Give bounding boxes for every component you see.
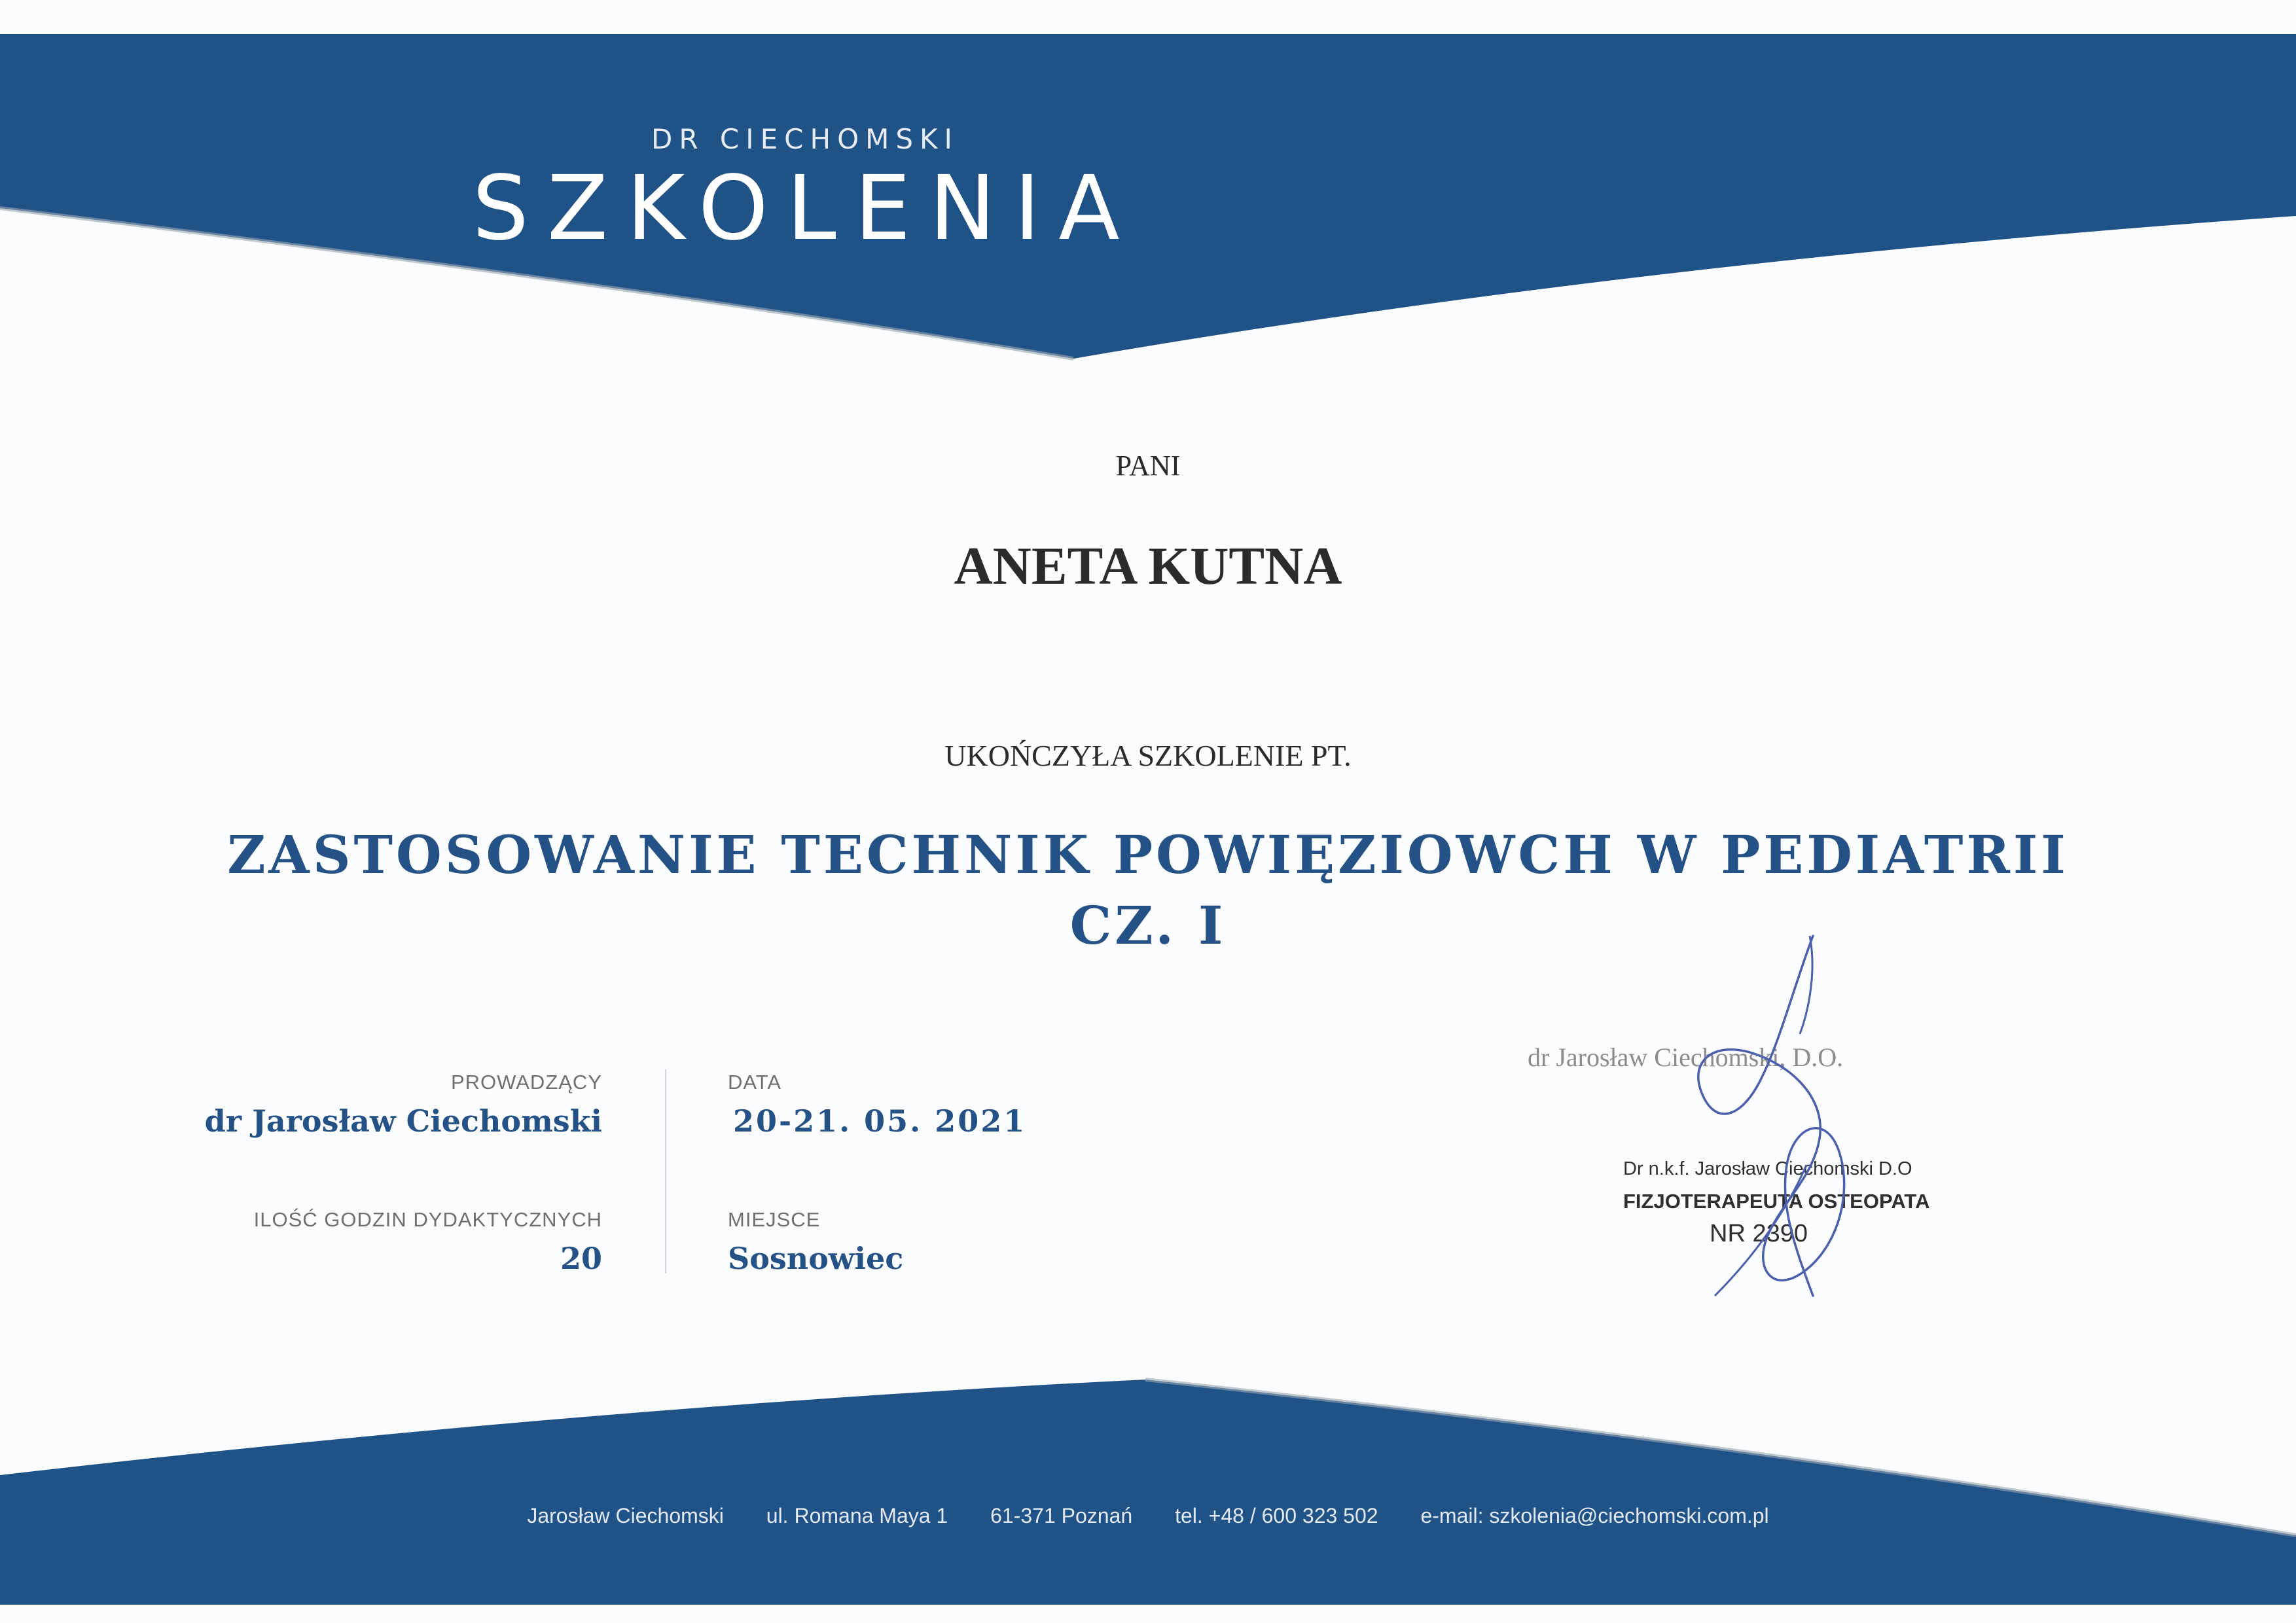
footer-email: e-mail: szkolenia@ciechomski.com.pl [1420,1504,1769,1527]
salutation: PANI [1115,450,1181,482]
instructor-label: PROWADZĄCY [450,1071,602,1094]
hours-value: 20 [560,1241,602,1276]
bottom-banner [0,1361,2296,1623]
hours-label: ILOŚĆ GODZIN DYDAKTYCZNYCH [253,1208,602,1231]
stamp-line-3: NR 2390 [1710,1220,1808,1247]
date-label: DATA [728,1071,782,1094]
course-title [0,819,2296,961]
course-title-line-2: CZ. I [1069,895,1227,956]
brand-logo-text: SZKOLENIA [472,157,1138,260]
details-divider [665,1069,666,1274]
place-label: MIEJSCE [728,1208,821,1231]
footer-phone: tel. +48 / 600 323 502 [1175,1504,1378,1527]
footer-name: Jarosław Ciechomski [527,1504,724,1527]
place-value: Sosnowiec [728,1241,904,1276]
course-title-line-1: ZASTOSOWANIE TECHNIK POWIĘZIOWCH W PEDIATRII [227,824,2069,885]
recipient-name: ANETA KUTNA [954,536,1342,596]
footer-city: 61-371 Poznań [990,1504,1133,1527]
brand-subtitle: DR CIECHOMSKI [651,123,959,155]
signature-name: dr Jarosław Ciechomski, D.O. [1528,1043,1844,1072]
handwritten-signature [1676,929,1872,1322]
instructor-value: dr Jarosław Ciechomski [204,1103,602,1139]
stamp-line-1: Dr n.k.f. Jarosław Ciechomski D.O [1623,1158,1912,1179]
footer-street: ul. Romana Maya 1 [766,1504,948,1527]
stamp-line-2: FIZJOTERAPEUTA OSTEOPATA [1623,1190,1930,1213]
date-value: 20-21. 05. 2021 [733,1103,1027,1139]
footer-contact [0,1504,2296,1528]
completion-text: UKOŃCZYŁA SZKOLENIE PT. [944,739,1352,772]
